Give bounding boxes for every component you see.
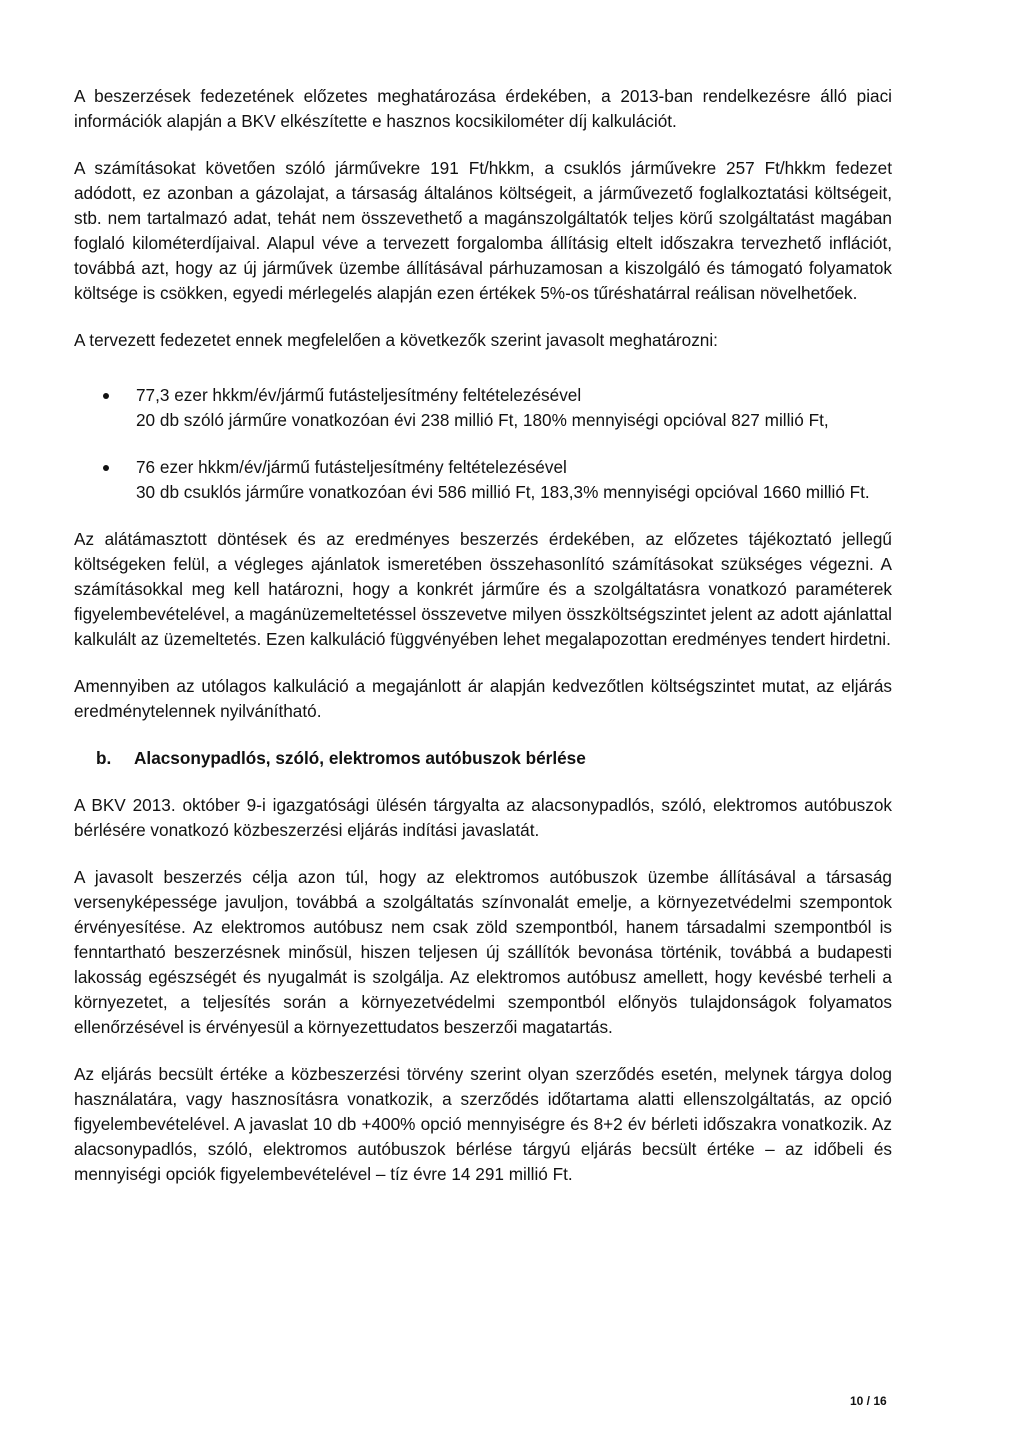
section-marker: b. [96,748,112,768]
paragraph-purpose: A javasolt beszerzés célja azon túl, hogy az elektromos autóbuszok üzembe állításával a társaság versenyképessége javuljon, továbbá a szolgáltatás színvonalát emelje, a környezetvédelmi szempontok érvényesítése. Az elektromos autóbusz nem csak zöld szempontból, hanem társadalmi szempontból is fenntartható beszerzésnek minősül, hiszen teljesen új szállítók bevonása történik, továbbá a budapesti lakosság egészségét és nyugalmát is szolgálja. Az elektromos autóbusz amellett, hogy kevésbé terheli a környezetet, a teljesítés során a környezetvédelmi szempontból előnyös tulajdonságok folyamatos ellenőrzésével is érvényesül a környezettudatos beszerzői magatartás. [74,867,892,1037]
paragraph-unsuccessful: Amennyiben az utólagos kalkuláció a megajánlott ár alapján kedvezőtlen költségszintet mutat, az eljárás eredménytelennek nyilvánítható. [74,676,892,721]
list-item [74,383,892,433]
paragraph-decisions: Az alátámasztott döntések és az eredményes beszerzés érdekében, az előzetes tájékoztató jellegű költségeken felül, a végleges ajánlatok ismeretében összehasonlító számításokat szükséges végezni. A számításokkal meg kell határozni, hogy a konkrét járműre és a szolgáltatásra vonatkozó paraméterek figyelembevételével, a magánüzemeltetéssel összevetve milyen összköltségszintet jelent az adott ajánlattal kalkulált az üzemeltetés. Ezen kalkuláció függvényében lehet megalapozottan eredményes tendert hirdetni. [74,529,892,649]
page-number: 10 / 16 [850,1394,887,1408]
paragraph-estimated-value: Az eljárás becsült értéke a közbeszerzési törvény szerint olyan szerződés esetén, melynek tárgya dolog használatára, vagy hasznosításra vonatkozik, a szerződés időtartama alatti ellenszolgáltatás, az opció figyelembevételével. A javaslat 10 db +400% opció mennyiségre és 8+2 év bérleti időszakra vonatkozik. Az alacsonypadlós, szóló, elektromos autóbuszok bérlése tárgyú eljárás becsült értéke – az időbeli és mennyiségi opciók figyelembevételével – tíz évre 14 291 millió Ft. [74,1064,892,1184]
paragraph-intro: A beszerzések fedezetének előzetes meghatározása érdekében, a 2013-ban rendelkezésre álló piaci információk alapján a BKV elkészítette e hasznos kocsikilométer díj kalkulációt. [74,86,892,131]
paragraph-board-meeting: A BKV 2013. október 9-i igazgatósági ülésén tárgyalta az alacsonypadlós, szóló, elektromos autóbuszok bérlésére vonatkozó közbeszerzési eljárás indítási javaslatát. [74,795,892,840]
section-heading-b [74,746,892,771]
bullet-line-primary: 76 ezer hkkm/év/jármű futásteljesítmény feltételezésével [136,457,567,477]
bullet-line-secondary: 30 db csuklós járműre vonatkozóan évi 586 millió Ft, 183,3% mennyiségi opcióval 1660 millió Ft. [136,482,870,502]
document-body [74,84,892,1209]
paragraph-proposal-lead: A tervezett fedezetet ennek megfelelően a következők szerint javasolt meghatározni: [74,330,718,350]
paragraph-calculation: A számításokat követően szóló járművekre 191 Ft/hkkm, a csuklós járművekre 257 Ft/hkkm fedezet adódott, ez azonban a gázolajat, a társaság általános költségeit, a járművezető foglalkoztatási költségeit, stb. nem tartalmazó adat, tehát nem összevethető a magánszolgáltatók teljes körű szolgáltatást magában foglaló kilométerdíjaival. Alapul véve a tervezett forgalomba állításig eltelt időszakra tervezhető inflációt, továbbá azt, hogy az új járművek üzembe állításával párhuzamosan a kiszolgáló és támogató folyamatok költsége is csökken, egyedi mérlegelés alapján ezen értékek 5%-os tűréshatárral reálisan növelhetőek. [74,158,892,303]
bullet-icon [103,393,109,399]
list-item [74,455,892,505]
bullet-list [74,383,892,505]
bullet-icon [103,465,109,471]
bullet-line-primary: 77,3 ezer hkkm/év/jármű futásteljesítmény feltételezésével [136,385,582,405]
bullet-line-secondary: 20 db szóló járműre vonatkozóan évi 238 millió Ft, 180% mennyiségi opcióval 827 millió Ft, [136,410,829,430]
section-title: Alacsonypadlós, szóló, elektromos autóbuszok bérlése [134,748,586,768]
